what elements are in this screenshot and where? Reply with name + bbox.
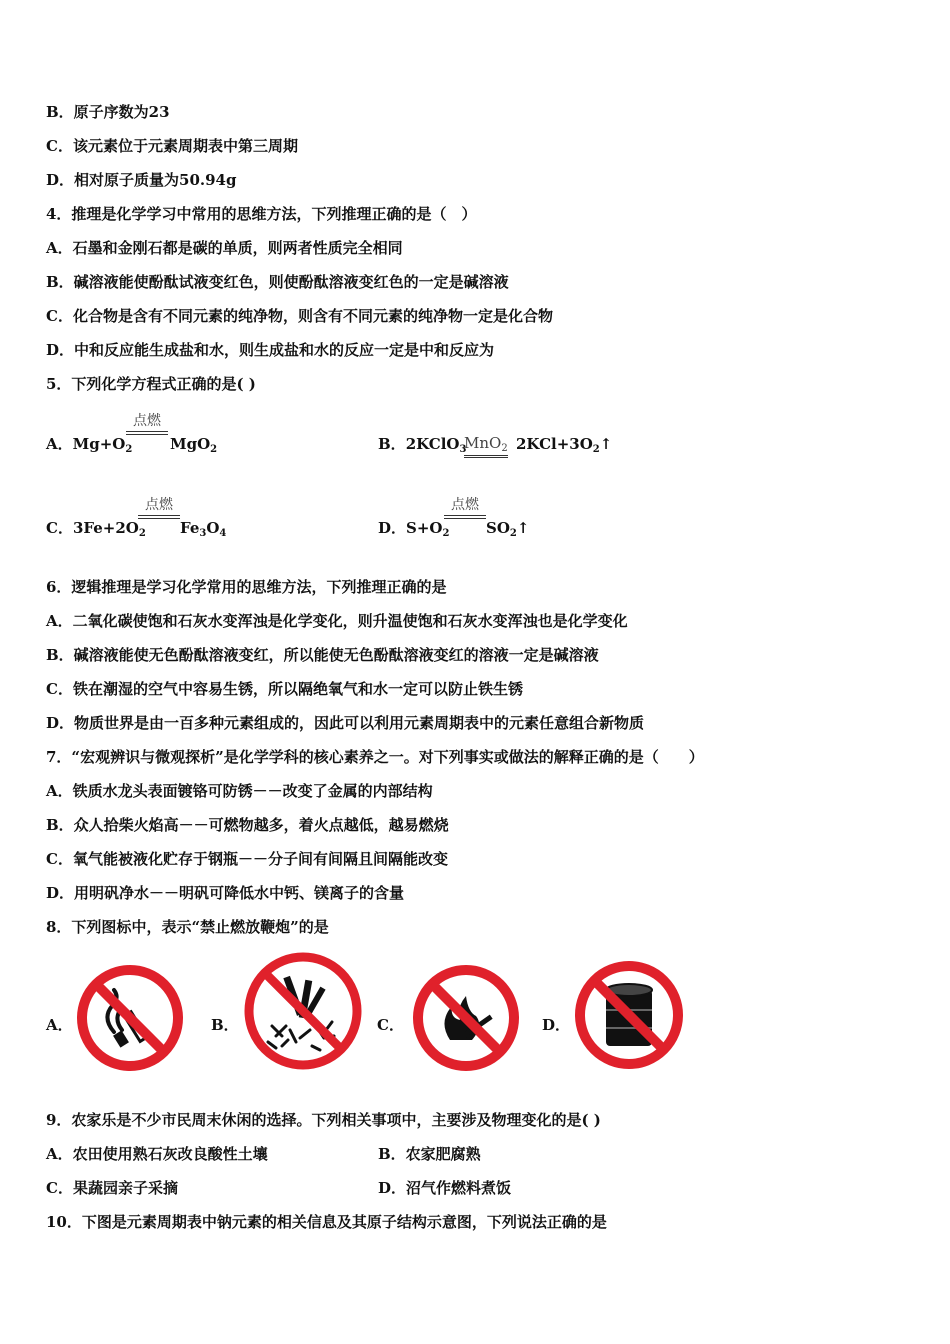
q5-a-reactants-sub: 2	[125, 444, 133, 455]
q6-option-a: A．二氧化碳使饱和石灰水变浑浊是化学变化，则升温使饱和石灰水变浑浊也是化学变化	[46, 612, 628, 630]
q9-option-a: A．农田使用熟石灰改良酸性土壤	[46, 1145, 268, 1163]
q5-b-catalyst	[464, 434, 508, 458]
q3-option-b: B．原子序数为23	[46, 103, 170, 121]
q10-stem: 10．下图是元素周期表中钠元素的相关信息及其原子结构示意图，下列说法正确的是	[46, 1213, 607, 1231]
q4-option-a: A．石墨和金刚石都是碳的单质，则两者性质完全相同	[46, 239, 403, 257]
q4-stem: 4．推理是化学学习中常用的思维方法，下列推理正确的是（ ）	[46, 205, 477, 223]
no-smoking-icon	[74, 962, 186, 1074]
q5-c-label: C．	[46, 519, 73, 537]
q5-c-reactants: 3Fe+2O	[72, 519, 139, 537]
q9-option-d: D．沼气作燃料煮饭	[378, 1179, 512, 1197]
q5-stem: 5．下列化学方程式正确的是( )	[46, 375, 256, 393]
q5-b-reactants: 2KClO	[405, 435, 460, 453]
q5-b-gas-arrow: ↑	[599, 435, 613, 453]
q5-b-reactants-sub: 3	[459, 444, 467, 455]
q5-d-gas-arrow: ↑	[516, 519, 530, 537]
q5-b-products	[516, 434, 612, 460]
q5-d-reactants-sub: 2	[442, 528, 450, 539]
q3-option-c: C．该元素位于元素周期表中第三周期	[46, 137, 298, 155]
q5-a-condition	[126, 410, 168, 435]
q5-option-c	[46, 518, 146, 544]
no-open-flame-icon	[410, 962, 522, 1074]
q9-option-c: C．果蔬园亲子采摘	[46, 1179, 178, 1197]
q5-a-products	[170, 434, 217, 460]
q5-b-catalyst-sub: 2	[501, 443, 508, 454]
q5-d-condition-text: 点燃	[451, 497, 479, 513]
q5-a-product-sub: 2	[210, 444, 218, 455]
q5-b-label: B．	[378, 435, 406, 453]
q4-option-b: B．碱溶液能使酚酞试液变红色，则使酚酞溶液变红色的一定是碱溶液	[46, 273, 509, 291]
q5-a-label: A．	[46, 435, 73, 453]
q5-d-condition	[444, 494, 486, 519]
q8-stem: 8．下列图标中，表示“禁止燃放鞭炮”的是	[46, 918, 329, 936]
q6-option-b: B．碱溶液能使无色酚酞溶液变红，所以能使无色酚酞溶液变红的溶液一定是碱溶液	[46, 646, 599, 664]
q5-a-reactants: Mg+O	[72, 435, 126, 453]
q5-b-product-sub: 2	[592, 444, 600, 455]
q4-option-d: D．中和反应能生成盐和水，则生成盐和水的反应一定是中和反应为	[46, 341, 495, 359]
q7-option-b: B．众人拾柴火焰高－－可燃物越多，着火点越低，越易燃烧	[46, 816, 449, 834]
q5-d-label: D．	[378, 519, 407, 537]
q5-b-product: 2KCl+3O	[516, 435, 593, 453]
q5-b-catalyst-text: MnO	[464, 434, 502, 452]
q8-option-b-label: B．	[211, 1016, 239, 1034]
q5-c-condition	[138, 494, 180, 519]
q4-option-c: C．化合物是含有不同元素的纯净物，则含有不同元素的纯净物一定是化合物	[46, 307, 553, 325]
q8-option-c-label: C．	[377, 1016, 404, 1034]
q7-option-c: C．氧气能被液化贮存于钢瓶－－分子间有间隔且间隔能改变	[46, 850, 448, 868]
no-oil-barrel-icon	[572, 958, 686, 1072]
q7-option-d: D．用明矾净水－－明矾可降低水中钙、镁离子的含量	[46, 884, 405, 902]
q5-c-reactants-sub: 2	[138, 528, 146, 539]
q6-stem: 6．逻辑推理是学习化学常用的思维方法，下列推理正确的是	[46, 578, 447, 596]
q3-option-d: D．相对原子质量为50.94g	[46, 171, 237, 189]
q5-d-product-sub: 2	[509, 528, 517, 539]
q5-c-product-2-sub: 4	[219, 528, 227, 539]
q5-c-product-sub: 3	[199, 528, 207, 539]
q9-option-b: B．农家肥腐熟	[378, 1145, 481, 1163]
q8-option-a-label: A．	[46, 1016, 73, 1034]
q5-option-b	[378, 434, 466, 460]
q5-c-product-2: O	[206, 519, 220, 537]
q6-option-c: C．铁在潮湿的空气中容易生锈，所以隔绝氧气和水一定可以防止铁生锈	[46, 680, 523, 698]
q7-option-a: A．铁质水龙头表面镀铬可防锈－－改变了金属的内部结构	[46, 782, 433, 800]
q5-d-products	[486, 518, 529, 544]
q5-a-condition-text: 点燃	[133, 413, 161, 429]
q5-option-d	[378, 518, 449, 544]
q9-stem: 9．农家乐是不少市民周末休闲的选择。下列相关事项中，主要涉及物理变化的是( )	[46, 1111, 601, 1129]
q8-option-d-label: D．	[542, 1016, 571, 1034]
no-firecrackers-icon	[242, 950, 364, 1072]
q6-option-d: D．物质世界是由一百多种元素组成的，因此可以利用元素周期表中的元素任意组合新物质	[46, 714, 645, 732]
q5-option-a	[46, 434, 132, 460]
q5-d-reactants: S+O	[406, 519, 443, 537]
q5-c-products	[180, 518, 226, 544]
q5-d-product: SO	[486, 519, 510, 537]
q5-c-product: Fe	[180, 519, 200, 537]
q5-c-condition-text: 点燃	[145, 497, 173, 513]
q7-stem: 7．“宏观辨识与微观探析”是化学学科的核心素养之一。对下列事实或做法的解释正确的是（ ）	[46, 748, 704, 766]
q5-a-product: MgO	[170, 435, 211, 453]
